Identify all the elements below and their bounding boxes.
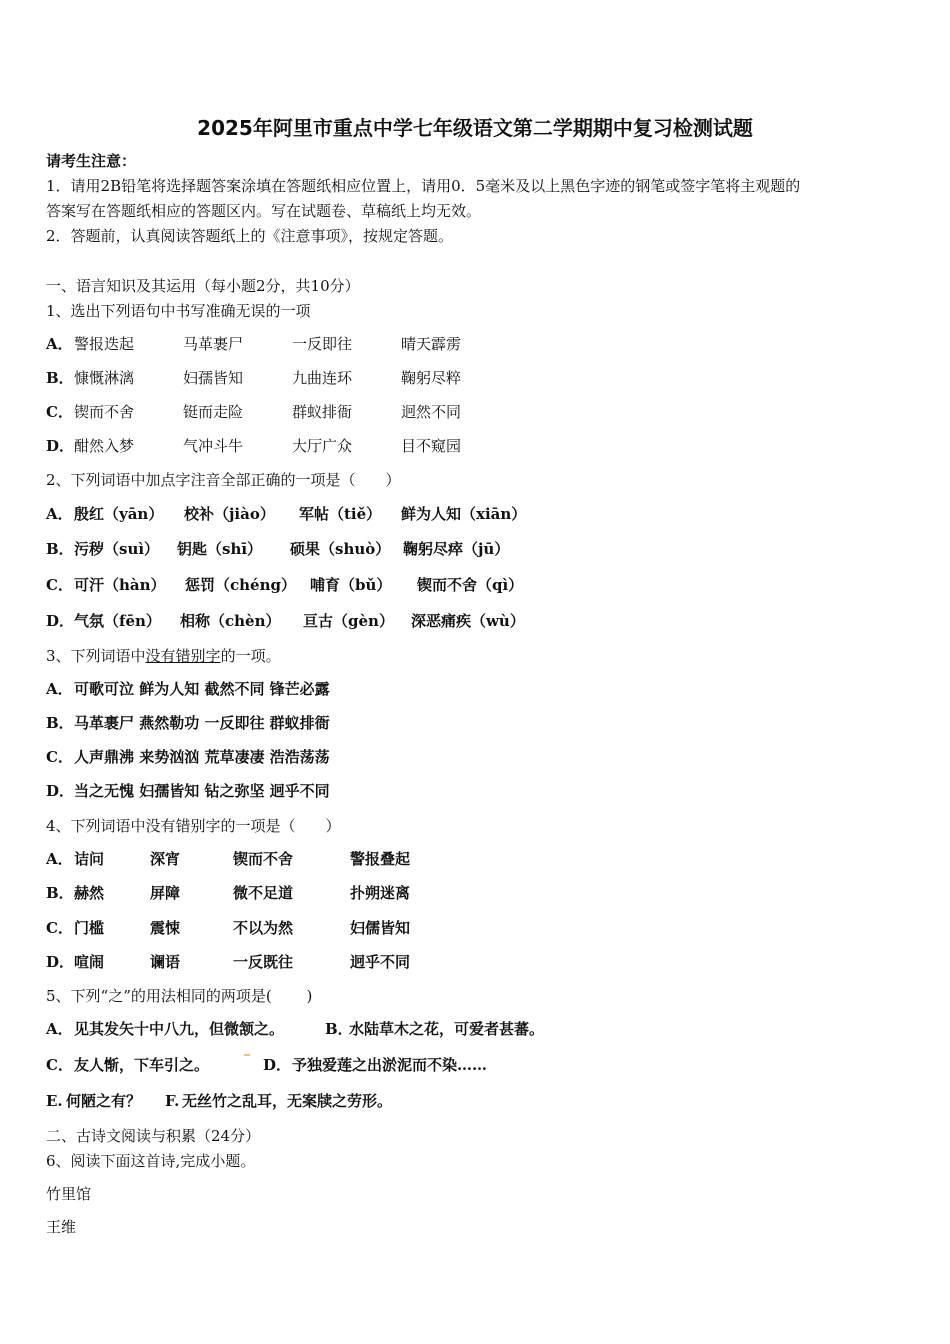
option-word: 深恶痛疾（wù） <box>411 612 525 630</box>
option-word: 一反既往 <box>233 953 294 971</box>
option-label: B． <box>46 369 74 387</box>
option-word: 警报叠起 <box>350 850 411 868</box>
option-word: 深宵 <box>150 850 181 868</box>
q3-stem-underlined: 没有错别字 <box>145 647 221 665</box>
option-word: 鞠躬尽粹 <box>401 369 462 387</box>
option-text: 当之无愧 妇孺皆知 钻之弥坚 迥乎不同 <box>74 782 330 800</box>
option-label: B． <box>46 540 74 558</box>
q5-option-e-label: E. <box>46 1092 63 1110</box>
option-label: A． <box>46 335 73 353</box>
q6-stem: 6、阅读下面这首诗,完成小题。 <box>46 1152 256 1170</box>
q5-option-f-text[interactable]: 无丝竹之乱耳，无案牍之劳形。 <box>182 1092 393 1110</box>
poem-author: 王维 <box>46 1218 77 1236</box>
option-word: 可汗（hàn） <box>74 576 166 594</box>
option-word: 污秽（suì） <box>74 540 160 558</box>
option-label: A． <box>46 505 73 523</box>
poem-title: 竹里馆 <box>46 1185 92 1203</box>
option-label: C． <box>46 748 73 766</box>
option-word: 晴天霹雳 <box>401 335 462 353</box>
option-word: 警报迭起 <box>74 335 135 353</box>
option-word: 锲而不舍 <box>233 850 294 868</box>
option-label: A． <box>46 680 73 698</box>
option-word: 妇孺皆知 <box>183 369 244 387</box>
option-word: 气氛（fēn） <box>74 612 161 630</box>
q5-option-c-text[interactable]: 友人惭，下车引之。 <box>74 1056 210 1074</box>
q5-stem: 5、下列“之”的用法相同的两项是( ) <box>46 987 313 1005</box>
notice-item-1-line-2: 答案写在答题纸相应的答题区内。写在试题卷、草稿纸上均无效。 <box>46 202 482 220</box>
option-text: 人声鼎沸 来势汹汹 荒草凄凄 浩浩荡荡 <box>74 748 330 766</box>
option-word: 酣然入梦 <box>74 437 135 455</box>
option-word: 喧闹 <box>74 953 105 971</box>
q5-option-d-label: D． <box>263 1056 292 1074</box>
option-word: 震悚 <box>150 919 181 937</box>
q2-stem: 2、下列词语中加点字注音全部正确的一项是（ ） <box>46 471 401 489</box>
section1-heading: 一、语言知识及其运用（每小题2分，共10分） <box>46 277 360 295</box>
option-word: 哺育（bǔ） <box>310 576 392 594</box>
q5-option-a-text[interactable]: 见其发矢十中八九，但微颔之。 <box>74 1020 285 1038</box>
option-word: 门槛 <box>74 919 105 937</box>
option-word: 气冲斗牛 <box>183 437 244 455</box>
option-label: C． <box>46 919 73 937</box>
option-word: 诘问 <box>74 850 105 868</box>
q5-option-b-label: B． <box>325 1020 353 1038</box>
option-word: 殷红（yān） <box>74 505 164 523</box>
q3-stem <box>46 646 281 666</box>
option-word: 赫然 <box>74 884 105 902</box>
option-word: 妇儒皆知 <box>350 919 411 937</box>
q5-option-f-label: F. <box>165 1092 180 1110</box>
option-label: A． <box>46 850 73 868</box>
option-word: 铤而走险 <box>183 403 244 421</box>
page-title: 2025年阿里市重点中学七年级语文第二学期期中复习检测试题 <box>197 116 753 140</box>
option-label: D． <box>46 612 75 630</box>
option-word: 不以为然 <box>233 919 294 937</box>
option-word: 微不足道 <box>233 884 294 902</box>
option-word: 迥然不同 <box>401 403 462 421</box>
option-word: 慷慨淋漓 <box>74 369 135 387</box>
notice-heading: 请考生注意： <box>46 152 137 170</box>
option-label: C． <box>46 403 73 421</box>
notice-item-1-line-1: 1．请用2B铅笔将选择题答案涂填在答题纸相应位置上，请用0．5毫米及以上黑色字迹的钢笔或签字笔将主观题的 <box>46 177 801 195</box>
option-word: 鲜为人知（xiān） <box>401 505 527 523</box>
option-word: 大厅广众 <box>292 437 353 455</box>
option-word: 硕果（shuò） <box>290 540 391 558</box>
option-word: 校补（jiào） <box>184 505 275 523</box>
option-label: D． <box>46 953 75 971</box>
option-word: 锲而不舍（qì） <box>417 576 524 594</box>
option-label: B． <box>46 714 74 732</box>
option-word: 马革裹尸 <box>183 335 244 353</box>
option-word: 军帖（tiě） <box>299 505 382 523</box>
option-label: D． <box>46 437 75 455</box>
option-word: 亘古（gèn） <box>303 612 394 630</box>
q5-option-d-text[interactable]: 予独爱莲之出淤泥而不染…… <box>292 1056 488 1074</box>
q4-stem: 4、下列词语中没有错别字的一项是（ ） <box>46 817 341 835</box>
option-word: 屏障 <box>150 884 181 902</box>
option-label: D． <box>46 782 75 800</box>
option-word: 钥匙（shī） <box>177 540 263 558</box>
option-text: 马革裹尸 燕然勒功 一反即往 群蚁排衙 <box>74 714 330 732</box>
q5-option-b-text[interactable]: 水陆草木之花，可爱者甚蕃。 <box>349 1020 545 1038</box>
q5-option-e-text[interactable]: 何陋之有？ <box>66 1092 142 1110</box>
option-word: 目不窥园 <box>401 437 462 455</box>
option-text: 可歌可泣 鲜为人知 截然不同 锋芒必露 <box>74 680 330 698</box>
q3-stem-post: 的一项。 <box>220 647 281 665</box>
notice-item-2: 2．答题前，认真阅读答题纸上的《注意事项》，按规定答题。 <box>46 227 454 245</box>
option-label: C． <box>46 576 73 594</box>
option-word: 惩罚（chéng） <box>185 576 296 594</box>
option-label: B． <box>46 884 74 902</box>
option-word: 相称（chèn） <box>180 612 281 630</box>
section2-heading: 二、古诗文阅读与积累（24分） <box>46 1127 261 1145</box>
q5-option-a-label: A． <box>46 1020 73 1038</box>
option-word: 迥乎不同 <box>350 953 411 971</box>
q1-stem: 1、选出下列语句中书写准确无误的一项 <box>46 302 311 320</box>
option-word: 谰语 <box>150 953 181 971</box>
option-word: 群蚁排衙 <box>292 403 353 421</box>
option-word: 九曲连环 <box>292 369 353 387</box>
option-word: 鞠躬尽瘁（jū） <box>403 540 510 558</box>
option-word: 一反即往 <box>292 335 353 353</box>
option-word: 锲而不舍 <box>74 403 135 421</box>
q3-stem-pre: 3、下列词语中 <box>46 647 146 665</box>
q5-option-c-label: C． <box>46 1056 73 1074</box>
option-word: 扑朔迷离 <box>350 884 411 902</box>
